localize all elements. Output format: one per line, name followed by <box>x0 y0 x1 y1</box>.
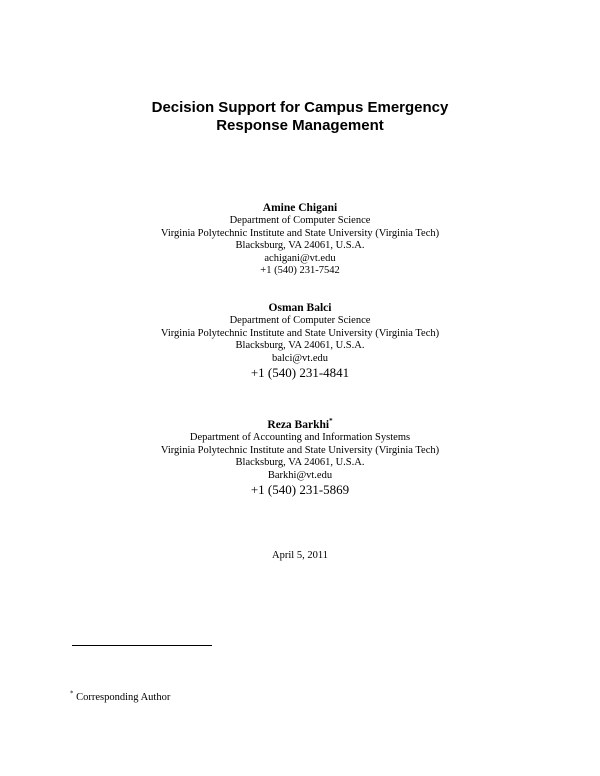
author-email: balci@vt.edu <box>271 352 329 364</box>
author-phone: +1 (540) 231-7542 <box>260 265 340 276</box>
author-block-chigani <box>0 201 600 278</box>
footnote-divider <box>72 645 212 646</box>
author-university: Virginia Polytechnic Institute and State University (Virginia Tech) <box>160 444 440 456</box>
author-university: Virginia Polytechnic Institute and State University (Virginia Tech) <box>160 227 440 239</box>
author-department: Department of Accounting and Information Systems <box>189 432 411 443</box>
paper-title-line-1: Decision Support for Campus Emergency <box>151 99 449 116</box>
author-phone: +1 (540) 231-4841 <box>250 365 350 380</box>
author-email: Barkhi@vt.edu <box>267 469 333 481</box>
footnote-text: Corresponding Author <box>76 692 171 703</box>
corresponding-author-marker: * <box>329 417 333 426</box>
author-name-row <box>0 418 600 432</box>
author-department: Department of Computer Science <box>229 315 371 326</box>
author-university: Virginia Polytechnic Institute and State University (Virginia Tech) <box>160 327 440 339</box>
author-address: Blacksburg, VA 24061, U.S.A. <box>235 457 365 468</box>
author-block-balci <box>0 301 600 380</box>
publication-date: April 5, 2011 <box>272 550 328 561</box>
paper-title-line-2: Response Management <box>216 117 384 134</box>
author-name: Amine Chigani <box>262 202 338 214</box>
footnote-marker: * <box>70 689 74 698</box>
author-name: Reza Barkhi <box>267 419 330 431</box>
author-address: Blacksburg, VA 24061, U.S.A. <box>235 240 365 251</box>
footnote <box>70 689 171 703</box>
author-name: Osman Balci <box>268 302 332 314</box>
author-department: Department of Computer Science <box>229 215 371 226</box>
author-block-barkhi <box>0 418 600 497</box>
paper-title <box>0 99 600 135</box>
author-email: achigani@vt.edu <box>264 252 336 264</box>
author-phone: +1 (540) 231-5869 <box>250 482 350 497</box>
author-address: Blacksburg, VA 24061, U.S.A. <box>235 340 365 351</box>
